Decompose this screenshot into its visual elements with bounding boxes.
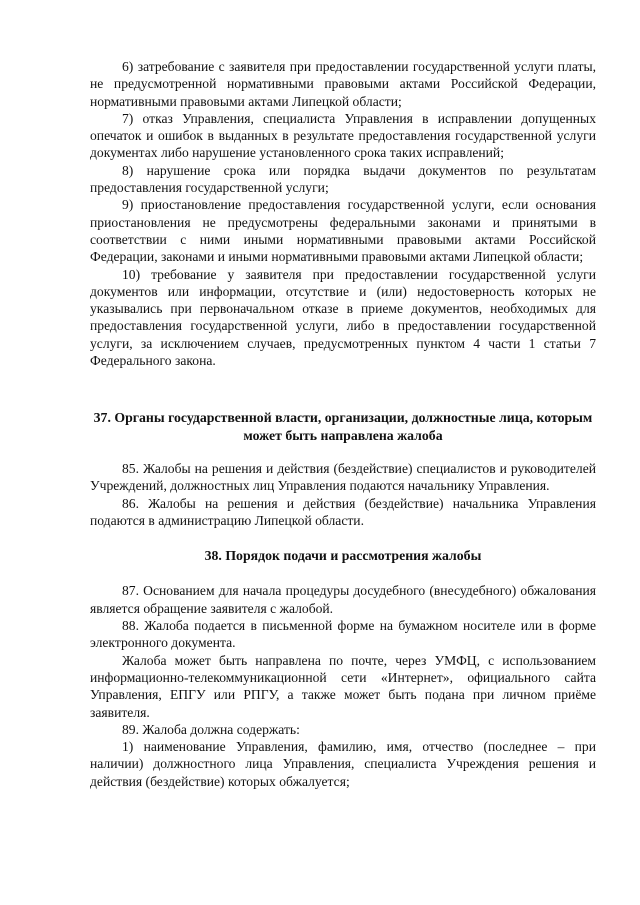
paragraph-85: 85. Жалобы на решения и действия (бездействие) специалистов и руководителей Учреждений, должностных лиц Управления подаются начальнику Управления.: [90, 460, 596, 494]
list-item-7: 7) отказ Управления, специалиста Управления в исправлении допущенных опечаток и ошибок в выданных в результате предоставления государственной услуги документах либо нарушение установленного срока таких исправлений;: [90, 110, 596, 161]
paragraph-complaint-channels: Жалоба может быть направлена по почте, через УМФЦ, с использованием информационно-телекоммуникационной сети «Интернет», официального сайта Управления, ЕПГУ или РПГУ, а также может быть подана при личном приёме заявителя.: [90, 652, 596, 720]
paragraph-88: 88. Жалоба подается в письменной форме на бумажном носителе или в форме электронного документа.: [90, 618, 596, 651]
section-37-heading: 37. Органы государственной власти, организации, должностные лица, которым может быть направлена жалоба: [93, 410, 593, 443]
spacer: [90, 369, 596, 409]
list-item-9: 9) приостановление предоставления государственной услуги, если основания приостановления не предусмотрены федеральными законами и принятыми в соответствии с ними иными нормативными правовыми актами Российской Федерации, законами и иными нормативными правовыми актами Липецкой области;: [90, 197, 596, 265]
list-item-6: 6) затребование с заявителя при предоставлении государственной услуги платы, не предусмотренной нормативными правовыми актами Российской Федерации, нормативными правовыми актами Липецкой области;: [90, 59, 596, 109]
spacer: [90, 564, 596, 582]
page-content: [90, 58, 596, 790]
section-38-heading: 38. Порядок подачи и рассмотрения жалобы: [204, 548, 482, 564]
list-item-10: 10) требование у заявителя при предоставлении государственной услуги документов или информации, отсутствие и (или) недостоверность которых не указывались при первоначальном отказе в приеме документов, необходимых для предоставления государственной услуги, либо в предоставлении государственной услуги, за исключением случаев, предусмотренных пунктом 4 части 1 статьи 7 Федерального закона.: [90, 266, 596, 369]
paragraph-86: 86. Жалобы на решения и действия (бездействие) начальника Управления подаются в администрацию Липецкой области.: [90, 495, 596, 528]
spacer: [90, 444, 596, 460]
spacer: [90, 529, 596, 547]
paragraph-89-item-1: 1) наименование Управления, фамилию, имя, отчество (последнее – при наличии) должностного лица Управления, специалиста Учреждения решения и действия (бездействие) которых обжалуется;: [90, 739, 596, 789]
paragraph-89: 89. Жалоба должна содержать:: [122, 721, 300, 737]
list-item-8: 8) нарушение срока или порядка выдачи документов по результатам предоставления государственной услуги;: [90, 162, 596, 196]
paragraph-87: 87. Основанием для начала процедуры досудебного (внесудебного) обжалования является обращение заявителя с жалобой.: [90, 583, 596, 616]
